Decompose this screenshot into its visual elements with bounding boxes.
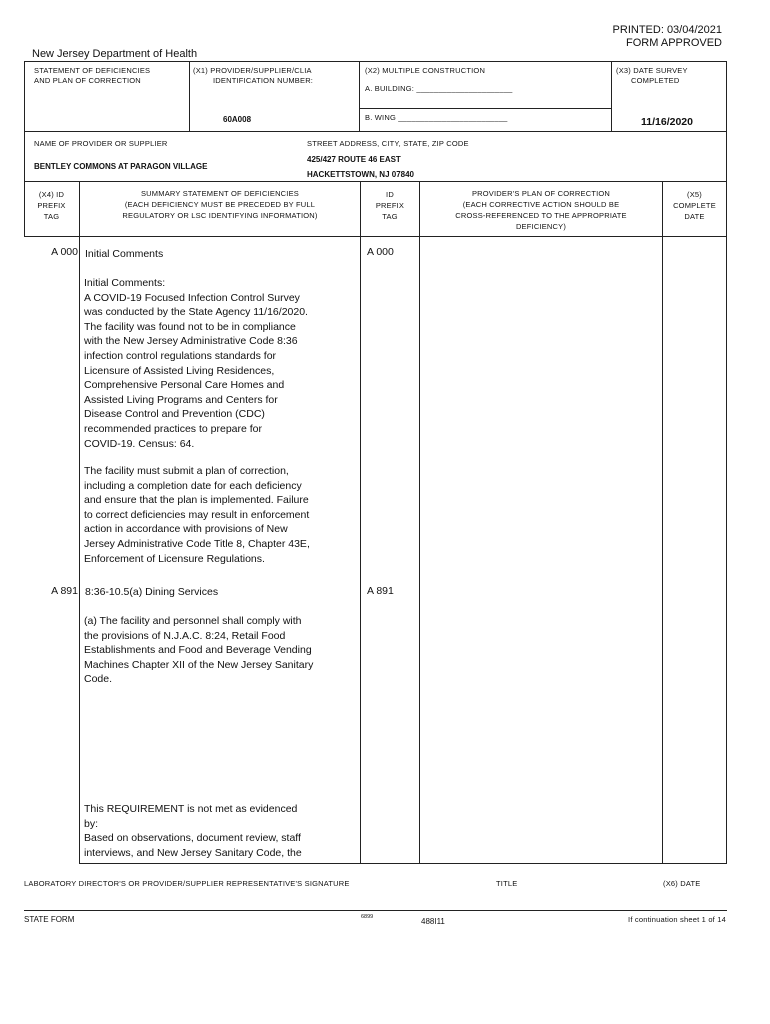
x1-provider-number: 60A008 xyxy=(223,115,252,124)
agency-name: New Jersey Department of Health xyxy=(32,48,198,60)
col-line-4 xyxy=(662,181,663,863)
box-top-border xyxy=(24,61,727,62)
x3-survey-date: 11/16/2020 xyxy=(641,116,693,128)
entry-paragraph: Initial Comments: A COVID-19 Focused Infection Control Survey was conducted by the State Agency 11/16/2020. The facility was found not to be in compliance with the New Jersey Administrative Code 8:36 infection control regulations standards for Licensure of Assisted Living Residences, Comprehensive Personal Care Homes and Assisted Living Programs and Centers for Disease Control and Prevention (CDC) recommended practices to prepare for COVID-19. Census: 64. xyxy=(84,277,308,450)
entry-paragraph: (a) The facility and personnel shall comply with the provisions of N.J.A.C. 8:24, Retail Food Establishments and Food and Beverage Vending Machines Chapter XII of the New Jersey Sanitary Code. xyxy=(84,615,314,686)
date-label: (X6) DATE xyxy=(663,879,701,888)
divider-x3 xyxy=(611,61,612,132)
divider-columns-header xyxy=(24,236,727,237)
body-bottom-border xyxy=(79,863,727,864)
divider-x2 xyxy=(359,61,360,132)
col-header-plan: PROVIDER'S PLAN OF CORRECTION (EACH CORRECTIVE ACTION SHOULD BE CROSS-REFERENCED TO THE APPROPRIATE DEFICIENCY) xyxy=(455,189,627,231)
divider-row1 xyxy=(24,131,727,132)
divider-row2 xyxy=(24,181,727,182)
provider-label: NAME OF PROVIDER OR SUPPLIER xyxy=(34,139,168,148)
form-number: 6899 xyxy=(361,914,374,920)
form-code: 488I11 xyxy=(421,917,445,926)
footer-divider xyxy=(24,910,727,911)
entry-id-tag: A 000 xyxy=(367,246,394,258)
statement-label-1: STATEMENT OF DEFICIENCIES xyxy=(34,66,151,75)
form-status: FORM APPROVED xyxy=(626,37,722,49)
provider-name: BENTLEY COMMONS AT PARAGON VILLAGE xyxy=(34,162,208,171)
title-label: TITLE xyxy=(496,879,518,888)
entry-paragraph: This REQUIREMENT is not met as evidenced by: Based on observations, document review, staff interviews, and New Jersey Sanitary Code, the xyxy=(84,803,302,859)
entry-tag: A 000 xyxy=(51,246,78,258)
col-line-3 xyxy=(419,181,420,863)
x2-wing: B. WING _________________________ xyxy=(365,113,508,122)
col-header-id: ID PREFIX TAG xyxy=(375,190,405,221)
signature-label: LABORATORY DIRECTOR'S OR PROVIDER/SUPPLIER REPRESENTATIVE'S SIGNATURE xyxy=(24,879,350,888)
x1-label-2: IDENTIFICATION NUMBER: xyxy=(213,76,314,85)
entry-id-tag: A 891 xyxy=(367,585,394,597)
address-label: STREET ADDRESS, CITY, STATE, ZIP CODE xyxy=(307,139,469,148)
entry-title: Initial Comments xyxy=(85,248,164,260)
address-line-1: 425/427 ROUTE 46 EAST xyxy=(307,155,401,164)
entry-paragraph: The facility must submit a plan of correction, including a completion date for each deficiency and ensure that the plan is implemented. Failure to correct deficiencies may result in enforcement action in accordance with provisions of New Jersey Administrative Code Title 8, Chapter 43E, Enforcement of Licensure Regulations. xyxy=(84,465,310,565)
col-line-2 xyxy=(360,181,361,863)
x3-label-2: COMPLETED xyxy=(631,76,680,85)
state-form-label: STATE FORM xyxy=(24,915,75,924)
printed-date: PRINTED: 03/04/2021 xyxy=(612,24,722,36)
col-header-x5: (X5) COMPLETE DATE xyxy=(673,190,716,221)
x3-label-1: (X3) DATE SURVEY xyxy=(616,66,688,75)
x2-building: A. BUILDING: ______________________ xyxy=(365,84,513,93)
x1-label-1: (X1) PROVIDER/SUPPLIER/CLIA xyxy=(193,66,312,75)
continuation-label: If continuation sheet 1 of 14 xyxy=(628,915,726,924)
col-line-1 xyxy=(79,181,80,863)
entry-title: 8:36-10.5(a) Dining Services xyxy=(85,586,219,598)
col-line-right xyxy=(726,236,727,864)
divider-x1 xyxy=(189,61,190,132)
entry-tag: A 891 xyxy=(51,585,78,597)
address-line-2: HACKETTSTOWN, NJ 07840 xyxy=(307,170,414,179)
col-header-summary: SUMMARY STATEMENT OF DEFICIENCIES (EACH DEFICIENCY MUST BE PRECEDED BY FULL REGULATORY OR LSC IDENTIFYING INFORMATION) xyxy=(122,189,318,220)
divider-building-wing xyxy=(359,108,611,109)
x2-label: (X2) MULTIPLE CONSTRUCTION xyxy=(365,66,486,75)
statement-label-2: AND PLAN OF CORRECTION xyxy=(34,76,141,85)
box-right-border xyxy=(726,61,727,237)
col-header-x4: (X4) ID PREFIX TAG xyxy=(37,190,66,221)
